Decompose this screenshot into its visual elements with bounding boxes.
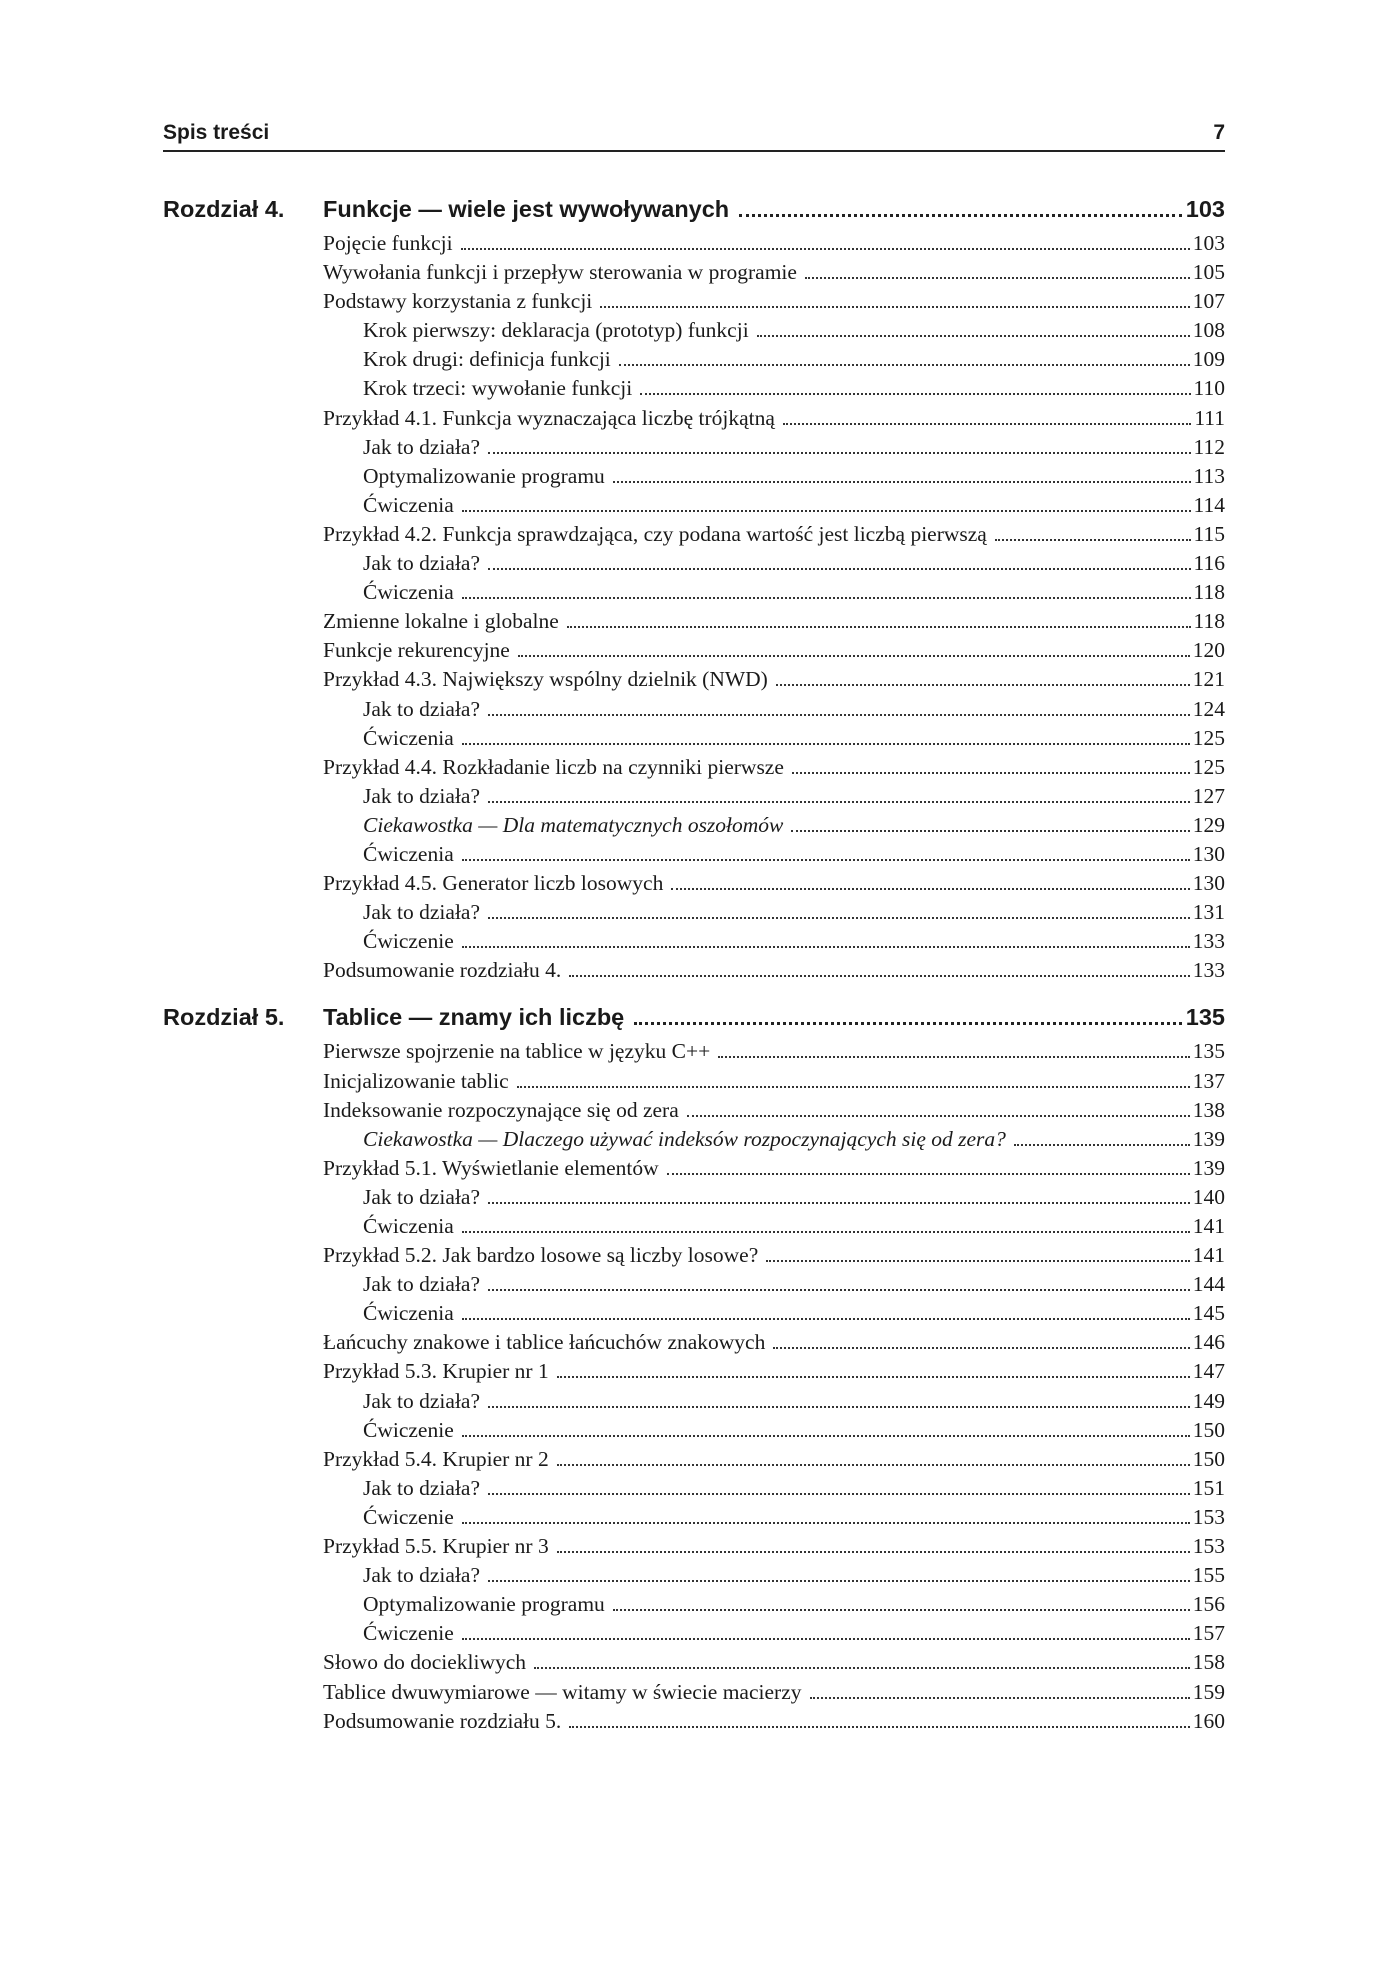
entry-page-number: 137 [1192,1068,1225,1093]
toc-entry[interactable] [323,929,1225,958]
dot-leader [488,917,1190,919]
toc-entry[interactable] [323,1389,1225,1418]
entry-title: Jak to działa? [363,1388,481,1413]
entry-page-number: 115 [1193,521,1225,546]
entry-title: Przykład 4.3. Największy wspólny dzielnik (NWD) [323,667,768,692]
toc-entry[interactable] [323,1185,1225,1214]
dot-leader [569,975,1190,977]
entry-title: Ćwiczenia [363,580,454,605]
entry-page-number: 153 [1192,1504,1225,1529]
toc-entry[interactable] [323,493,1225,522]
entry-title: Krok drugi: definicja funkcji [363,347,611,372]
entry-page-number: 145 [1192,1301,1225,1326]
entry-title: Ciekawostka — Dla matematycznych oszołomów [363,812,784,837]
toc-entry[interactable] [323,1272,1225,1301]
toc-entry[interactable] [323,376,1225,405]
entry-page-number: 113 [1193,463,1225,488]
dot-leader [462,1522,1190,1524]
entry-page-number: 151 [1192,1475,1225,1500]
entry-title: Podsumowanie rozdziału 4. [323,958,562,983]
dot-leader [488,1202,1190,1204]
dot-leader [517,1086,1190,1088]
dot-leader [534,1667,1190,1669]
dot-leader [569,1726,1190,1728]
entry-page-number: 159 [1192,1679,1225,1704]
entry-title: Jak to działa? [363,1563,481,1588]
dot-leader [1014,1144,1190,1146]
dot-leader [461,248,1190,250]
entry-title: Przykład 5.5. Krupier nr 3 [323,1534,549,1559]
entry-page-number: 138 [1192,1097,1225,1122]
dot-leader [462,743,1190,745]
toc-entry[interactable] [323,726,1225,755]
entry-title: Przykład 4.1. Funkcja wyznaczająca liczbę trójkątną [323,405,775,430]
toc-entry[interactable] [323,1039,1225,1068]
chapter-title: Tablice — znamy ich liczbę [323,1004,625,1031]
toc-entry[interactable] [323,1563,1225,1592]
entry-title: Jak to działa? [363,900,481,925]
entry-title: Pierwsze spojrzenie na tablice w języku C++ [323,1039,711,1064]
entry-page-number: 108 [1192,318,1225,343]
entry-page-number: 121 [1192,667,1225,692]
entry-title: Jak to działa? [363,1475,481,1500]
toc-entry[interactable] [323,1359,1225,1388]
toc-entry[interactable] [323,1214,1225,1243]
toc-entry[interactable] [323,1127,1225,1156]
entry-page-number: 133 [1192,958,1225,983]
entry-title: Pojęcie funkcji [323,231,453,255]
entry-page-number: 131 [1192,900,1225,925]
toc-entry[interactable] [323,900,1225,929]
entry-title: Przykład 5.3. Krupier nr 1 [323,1359,549,1384]
entry-page-number: 158 [1192,1650,1225,1675]
toc-entry[interactable] [323,347,1225,376]
chapter-heading[interactable] [163,1004,1225,1039]
dot-leader [766,1260,1189,1262]
entry-page-number: 150 [1192,1417,1225,1442]
dot-leader [557,1376,1190,1378]
toc-entry[interactable] [323,1447,1225,1476]
entry-title: Ćwiczenia [363,725,454,750]
entry-page-number: 116 [1193,551,1225,576]
entry-title: Ćwiczenia [363,841,454,866]
entry-title: Tablice dwuwymiarowe — witamy w świecie macierzy [323,1679,802,1704]
dot-leader [462,597,1191,599]
entry-page-number: 146 [1192,1330,1225,1355]
header-title: Spis treści [163,121,270,144]
entry-title: Podstawy korzystania z funkcji [323,289,593,314]
toc-entry[interactable] [323,842,1225,871]
entry-page-number: 125 [1192,725,1225,750]
entry-title: Przykład 5.4. Krupier nr 2 [323,1446,549,1471]
toc-entry[interactable] [323,406,1225,435]
dot-leader [757,335,1190,337]
toc-entry[interactable] [323,464,1225,493]
entry-list [323,231,1225,987]
entry-title: Indeksowanie rozpoczynające się od zera [323,1097,679,1122]
dot-leader [687,1115,1190,1117]
dot-leader [613,481,1191,483]
entry-title: Łańcuchy znakowe i tablice łańcuchów znakowych [323,1330,766,1355]
entry-page-number: 112 [1193,434,1225,459]
entry-title: Jak to działa? [363,434,481,459]
toc-entry[interactable] [323,697,1225,726]
toc-entry[interactable] [323,755,1225,784]
toc-entry[interactable] [323,1418,1225,1447]
toc-entry[interactable] [323,1098,1225,1127]
toc-entry[interactable] [323,260,1225,289]
entry-title: Zmienne lokalne i globalne [323,609,559,634]
dot-leader [462,1231,1190,1233]
entry-page-number: 107 [1192,289,1225,314]
entry-page-number: 147 [1192,1359,1225,1384]
dot-leader [557,1464,1190,1466]
dot-leader [613,1609,1190,1611]
entry-page-number: 105 [1192,260,1225,285]
entry-page-number: 118 [1193,609,1225,634]
entry-title: Inicjalizowanie tablic [323,1068,509,1093]
toc-entry[interactable] [323,784,1225,813]
dot-leader [995,539,1191,541]
entry-page-number: 111 [1194,405,1225,430]
entry-title: Jak to działa? [363,696,481,721]
entry-page-number: 114 [1193,492,1225,517]
toc-entry[interactable] [323,871,1225,900]
toc-entry[interactable] [323,667,1225,696]
entry-title: Przykład 4.5. Generator liczb losowych [323,871,664,896]
entry-page-number: 141 [1192,1214,1225,1238]
chapter-title: Funkcje — wiele jest wywoływanych [323,196,730,222]
toc-entry[interactable] [323,1505,1225,1534]
entry-page-number: 110 [1193,376,1225,401]
entry-title: Ćwiczenia [363,1214,454,1238]
dot-leader [739,214,1182,217]
entry-title: Jak to działa? [363,1272,481,1297]
entry-page-number: 139 [1192,1155,1225,1180]
dot-leader [488,1493,1190,1495]
entry-title: Ćwiczenie [363,929,454,954]
entry-title: Jak to działa? [363,1184,481,1209]
entry-title: Przykład 4.4. Rozkładanie liczb na czynniki pierwsze [323,754,784,779]
dot-leader [462,1318,1190,1320]
table-of-contents [163,196,1225,1755]
entry-page-number: 125 [1192,754,1225,779]
toc-entry[interactable] [323,1709,1225,1738]
dot-leader [488,1289,1190,1291]
chapter-label: Rozdział 4. [163,196,285,222]
dot-leader [671,888,1189,890]
dot-leader [462,859,1190,861]
toc-entry[interactable] [323,1650,1225,1679]
toc-entry[interactable] [323,1534,1225,1563]
entry-title: Optymalizowanie programu [363,1592,605,1617]
entry-title: Ćwiczenia [363,492,454,517]
dot-leader [600,306,1189,308]
toc-entry[interactable] [323,231,1225,260]
entry-title: Przykład 5.2. Jak bardzo losowe są liczby losowe? [323,1243,759,1268]
dot-leader [462,510,1191,512]
dot-leader [567,626,1191,628]
dot-leader [462,946,1190,948]
chapter-page-number: 135 [1185,1004,1225,1031]
entry-title: Krok trzeci: wywołanie funkcji [363,376,633,401]
entry-page-number: 130 [1192,841,1225,866]
entry-page-number: 149 [1192,1388,1225,1413]
dot-leader [718,1056,1190,1058]
entry-title: Podsumowanie rozdziału 5. [323,1708,562,1733]
dot-leader [810,1697,1190,1699]
toc-entry[interactable] [323,580,1225,609]
dot-leader [805,277,1190,279]
toc-entry[interactable] [323,1476,1225,1505]
entry-page-number: 124 [1192,696,1225,721]
toc-entry[interactable] [323,638,1225,667]
entry-page-number: 109 [1192,347,1225,372]
entry-list [323,1039,1225,1737]
entry-page-number: 129 [1192,812,1225,837]
entry-page-number: 157 [1192,1621,1225,1646]
dot-leader [791,830,1189,832]
toc-entry[interactable] [323,435,1225,464]
entry-title: Ćwiczenie [363,1621,454,1646]
toc-entry[interactable] [323,1243,1225,1272]
entry-page-number: 103 [1192,231,1225,255]
entry-title: Ćwiczenie [363,1417,454,1442]
dot-leader [488,1580,1190,1582]
chapter-page-number: 103 [1185,196,1225,222]
entry-page-number: 139 [1192,1126,1225,1151]
header-page-number: 7 [1213,121,1225,144]
entry-page-number: 160 [1192,1708,1225,1733]
dot-leader [518,655,1190,657]
dot-leader [783,423,1191,425]
dot-leader [619,364,1190,366]
entry-page-number: 135 [1192,1039,1225,1064]
toc-entry[interactable] [323,551,1225,580]
entry-page-number: 141 [1192,1243,1225,1268]
dot-leader [488,452,1191,454]
toc-entry[interactable] [323,813,1225,842]
entry-title: Przykład 5.1. Wyświetlanie elementów [323,1155,659,1180]
toc-entry[interactable] [323,318,1225,347]
dot-leader [640,393,1190,395]
dot-leader [488,568,1191,570]
entry-title: Słowo do dociekliwych [323,1650,527,1675]
entry-page-number: 150 [1192,1446,1225,1471]
chapter-section [163,1004,1225,1737]
toc-entry[interactable] [323,609,1225,638]
entry-title: Ćwiczenia [363,1301,454,1326]
dot-leader [667,1173,1190,1175]
dot-leader [488,1406,1190,1408]
chapter-label: Rozdział 5. [163,1004,285,1031]
dot-leader [792,772,1190,774]
dot-leader [462,1435,1190,1437]
toc-entry[interactable] [323,1156,1225,1185]
dot-leader [634,1022,1182,1025]
entry-title: Funkcje rekurencyjne [323,638,510,663]
dot-leader [557,1551,1190,1553]
entry-title: Wywołania funkcji i przepływ sterowania w programie [323,260,797,285]
entry-title: Optymalizowanie programu [363,463,605,488]
entry-title: Jak to działa? [363,783,481,808]
toc-entry[interactable] [323,1680,1225,1709]
entry-page-number: 120 [1192,638,1225,663]
toc-entry[interactable] [323,1330,1225,1359]
entry-page-number: 133 [1192,929,1225,954]
chapter-section [163,196,1225,987]
dot-leader [488,714,1190,716]
chapter-heading[interactable] [163,196,1225,231]
toc-entry[interactable] [323,289,1225,318]
entry-title: Ćwiczenie [363,1504,454,1529]
entry-title: Ciekawostka — Dlaczego używać indeksów rozpoczynających się od zera? [363,1126,1006,1151]
entry-page-number: 153 [1192,1534,1225,1559]
entry-page-number: 130 [1192,871,1225,896]
dot-leader [773,1347,1189,1349]
dot-leader [488,801,1190,803]
entry-page-number: 156 [1192,1592,1225,1617]
toc-entry[interactable] [323,958,1225,987]
toc-entry[interactable] [323,1621,1225,1650]
entry-page-number: 118 [1193,580,1225,605]
entry-page-number: 155 [1192,1563,1225,1588]
entry-title: Przykład 4.2. Funkcja sprawdzająca, czy podana wartość jest liczbą pierwszą [323,521,987,546]
toc-entry[interactable] [323,1592,1225,1621]
entry-title: Jak to działa? [363,551,481,576]
entry-page-number: 144 [1192,1272,1225,1297]
toc-entry[interactable] [323,1301,1225,1330]
toc-entry[interactable] [323,1069,1225,1098]
entry-page-number: 127 [1192,783,1225,808]
entry-title: Krok pierwszy: deklaracja (prototyp) funkcji [363,318,749,343]
toc-entry[interactable] [323,522,1225,551]
dot-leader [462,1638,1190,1640]
page-header [163,118,1225,152]
entry-page-number: 140 [1192,1184,1225,1209]
dot-leader [776,684,1190,686]
